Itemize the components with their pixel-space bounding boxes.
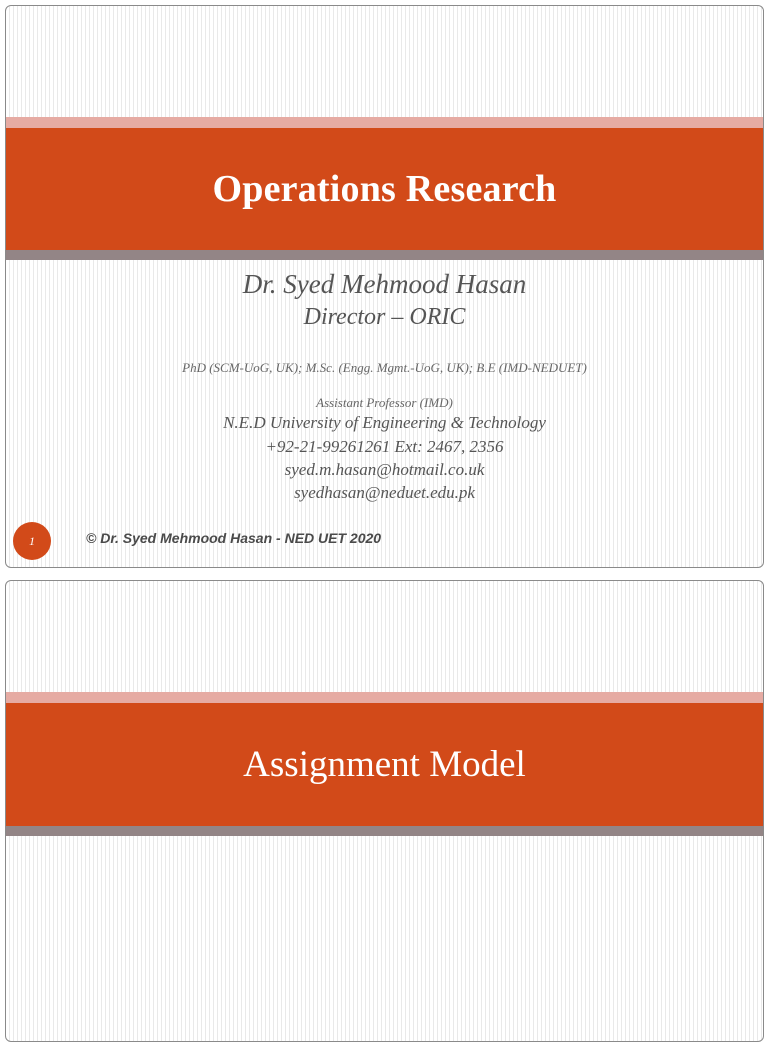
author-position: Assistant Professor (IMD) — [316, 395, 453, 410]
author-university: N.E.D University of Engineering & Technology — [223, 413, 546, 432]
author-role: Director – ORIC — [303, 304, 466, 330]
title-band — [6, 703, 763, 826]
author-name: Dr. Syed Mehmood Hasan — [242, 269, 527, 299]
slide-footer: © Dr. Syed Mehmood Hasan - NED UET 2020 — [86, 530, 382, 546]
slide-1 — [5, 5, 764, 568]
slide-title: Assignment Model — [243, 744, 526, 785]
slide-2 — [5, 580, 764, 1042]
author-degrees: PhD (SCM-UoG, UK); M.Sc. (Engg. Mgmt.-UoG, UK); B.E (IMD-NEDUET) — [182, 360, 587, 375]
slide-title: Operations Research — [212, 168, 557, 210]
slide-number-badge: 1 — [13, 522, 51, 560]
title-band — [6, 128, 763, 250]
author-email-primary[interactable]: syed.m.hasan@hotmail.co.uk — [284, 460, 485, 479]
title-band-bottom-stripe — [6, 826, 763, 836]
author-phone: +92-21-99261261 Ext: 2467, 2356 — [265, 437, 504, 456]
title-band-top-stripe — [6, 117, 763, 128]
author-email-secondary[interactable]: syedhasan@neduet.edu.pk — [294, 483, 475, 502]
title-band-top-stripe — [6, 692, 763, 703]
title-band-bottom-stripe — [6, 250, 763, 260]
